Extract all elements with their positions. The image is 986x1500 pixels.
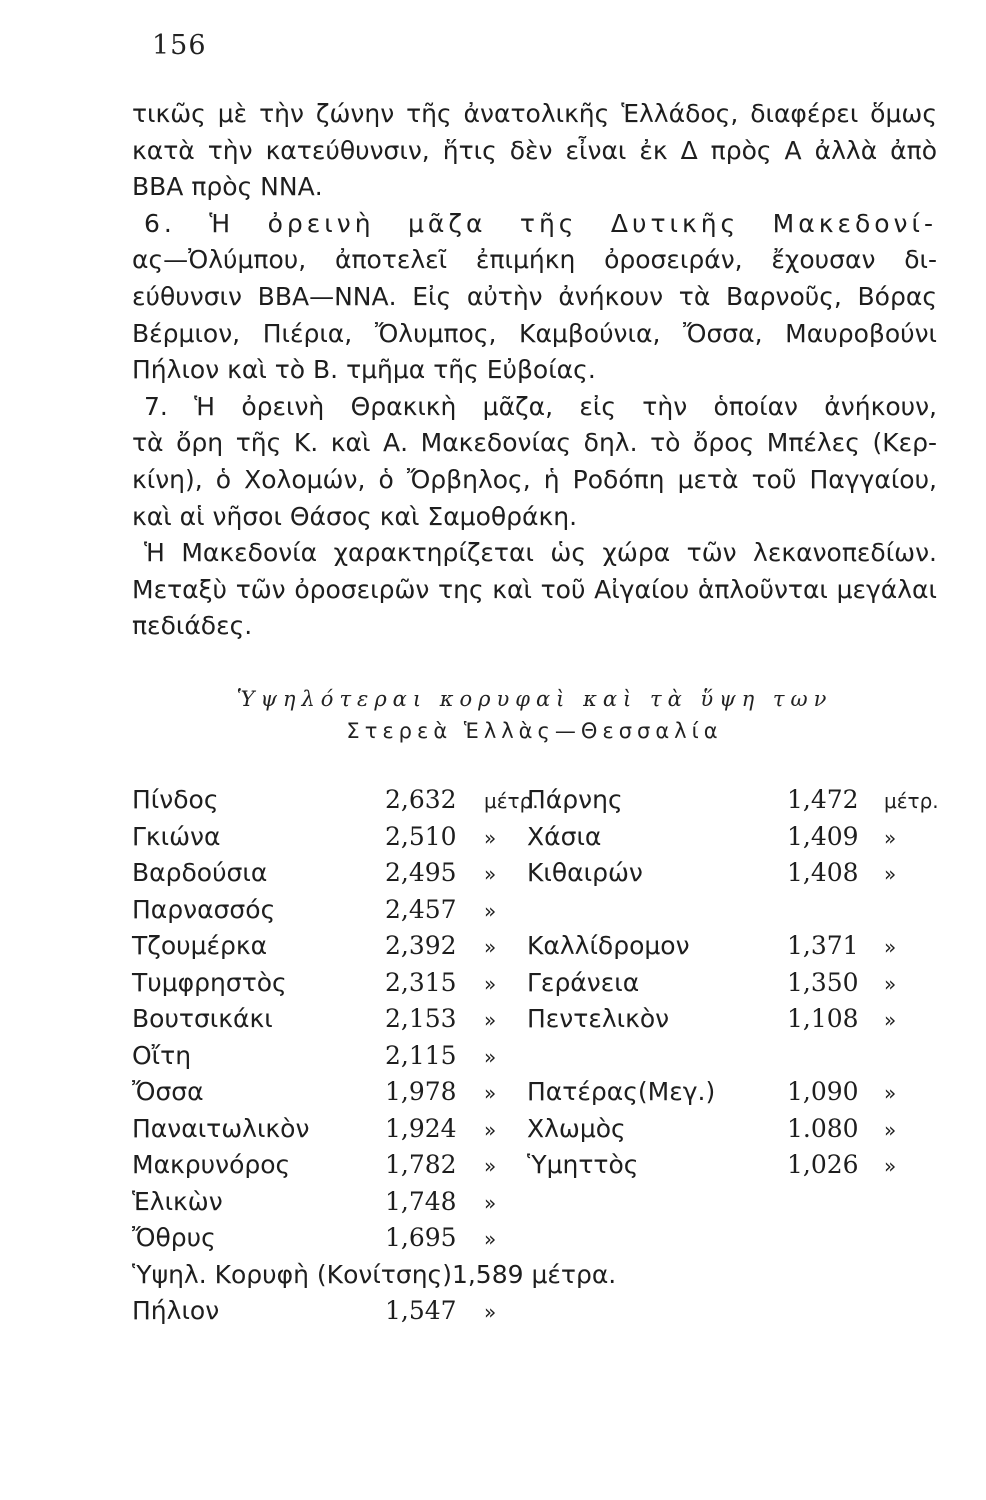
peak-unit-left: » <box>484 1227 497 1251</box>
table-row <box>132 1077 937 1114</box>
text-line: εύθυνσιν ΒΒΑ—ΝΝΑ. Εἰς αὐτὴν ἀνήκουν τὰ Βαρνοῦς, Βόρας <box>132 281 937 311</box>
table-row <box>132 1004 937 1041</box>
peak-unit-left: » <box>484 1190 497 1215</box>
peak-height-right: 1.080 <box>787 1113 859 1143</box>
text-line: τικῶς μὲ τὴν ζώνην τῆς ἀνατολικῆς Ἑλλάδος, διαφέρει ὅμως <box>132 99 937 128</box>
text-line: 7. Ἡ ὀρεινὴ Θρακικὴ μᾶζα, εἰς τὴν ὁποίαν ἀνήκουν, <box>144 391 937 421</box>
peak-unit-left: » <box>484 1154 497 1178</box>
peak-height-left: 2,315 <box>385 967 457 997</box>
peak-height-right: 1,472 <box>787 785 859 814</box>
text-line: τὰ ὄρη τῆς Κ. καὶ Α. Μακεδονίας δηλ. τὸ ὄρος Μπέλες (Κερ- <box>132 428 937 458</box>
peak-unit-right: μέτρ. <box>884 789 939 813</box>
peak-unit-right: » <box>884 935 897 959</box>
peak-name-left: Γκιώνα <box>132 821 221 851</box>
peak-height-left: 2,457 <box>385 894 457 924</box>
peak-height-right: 1,408 <box>787 858 859 887</box>
table-row <box>132 1296 937 1333</box>
table-row <box>132 858 937 895</box>
peak-height-right: 1,026 <box>787 1150 859 1179</box>
peak-name-left: Παναιτωλικὸν <box>132 1113 310 1143</box>
table-title-main: Ὑψηλότεραι κορυφαὶ καὶ τὰ ὕψη των <box>236 687 833 711</box>
text-line: πεδιάδες. <box>132 611 253 641</box>
peak-name-left: Πήλιον <box>132 1296 220 1325</box>
peak-unit-right: » <box>884 1008 897 1032</box>
text-line: Ἡ Μακεδονία χαρακτηρίζεται ὡς χώρα τῶν λεκανοπεδίων. <box>144 538 937 568</box>
peak-unit-right: » <box>884 971 897 996</box>
peak-unit-left: » <box>484 1044 497 1069</box>
peak-height-left: 2,495 <box>385 858 457 887</box>
peak-name-left: Τζουμέρκα <box>132 931 268 960</box>
peak-height-left: 1,695 <box>385 1223 457 1252</box>
text-line: 6. Ἡ ὀρεινὴ μᾶζα τῆς Δυτικῆς Μακεδονί- <box>144 208 937 238</box>
table-row <box>132 822 937 859</box>
table-title-region: Στερεὰ Ἑλλὰς—Θεσσαλία <box>346 719 723 743</box>
peak-unit-right: » <box>884 825 897 850</box>
peak-unit-left: » <box>484 898 497 923</box>
peak-unit-left: » <box>484 935 497 959</box>
peak-height-right: 1,350 <box>787 967 859 997</box>
peak-height-left: 2,510 <box>385 821 457 851</box>
peak-name-right: Πατέρας(Μεγ.) <box>527 1077 716 1106</box>
peak-unit-left: » <box>484 971 497 996</box>
text-line: κίνη), ὁ Χολομών, ὁ Ὄρβηλος, ἡ Ροδόπη μετὰ τοῦ Παγγαίου, <box>132 464 937 494</box>
text-line: κατὰ τὴν κατεύθυνσιν, ἥτις δὲν εἶναι ἐκ Δ πρὸς Α ἀλλὰ ἀπὸ <box>132 135 937 165</box>
peak-height-right: 1,371 <box>787 931 859 960</box>
peak-name-right: Ὑμηττὸς <box>527 1150 639 1179</box>
peak-unit-left: » <box>484 862 497 886</box>
peak-name-left: Ὄσσα <box>132 1077 204 1106</box>
summit-note: Ὑψηλ. Κορυφὴ (Κονίτσης)1,589 μέτρα. <box>132 1259 617 1289</box>
peak-name-right: Πάρνης <box>527 785 623 814</box>
peak-unit-left: » <box>484 825 497 850</box>
peak-unit-right: » <box>884 1154 897 1178</box>
text-line: ας—Ὀλύμπου, ἀποτελεῖ ἐπιμήκη ὀροσειράν, ἔχουσαν δι- <box>132 245 937 275</box>
peak-unit-right: » <box>884 1117 897 1142</box>
table-title <box>132 683 937 747</box>
peak-height-left: 1,547 <box>385 1296 457 1325</box>
peak-name-right: Καλλίδρομον <box>527 931 690 960</box>
peak-name-left: Πίνδος <box>132 785 219 814</box>
peak-height-left: 2,153 <box>385 1004 457 1033</box>
peak-unit-left: » <box>484 1117 497 1142</box>
table-row <box>132 895 937 932</box>
peak-name-left: Ἑλικὼν <box>132 1186 223 1216</box>
summit-note-row <box>132 1260 937 1297</box>
table-row <box>132 1114 937 1151</box>
table-row <box>132 1223 937 1260</box>
peak-name-left: Οἴτη <box>132 1040 192 1070</box>
peak-unit-left: μέτρ. <box>484 789 539 813</box>
peaks-table <box>132 785 937 1345</box>
peak-name-left: Ὄθρυς <box>132 1223 216 1252</box>
peak-name-right: Γεράνεια <box>527 967 640 997</box>
table-row <box>132 1150 937 1187</box>
peak-unit-right: » <box>884 862 897 886</box>
table-row <box>132 1041 937 1078</box>
text-line: Πήλιον καὶ τὸ Β. τμῆμα τῆς Εὐβοίας. <box>132 355 596 385</box>
table-row <box>132 931 937 968</box>
peak-height-left: 1,782 <box>385 1150 457 1179</box>
table-row <box>132 785 937 822</box>
text-line: Βέρμιον, Πιέρια, Ὄλυμπος, Καμβούνια, Ὄσσα, Μαυροβούνι <box>132 318 937 348</box>
peak-height-right: 1,090 <box>787 1077 859 1106</box>
peak-height-left: 1,748 <box>385 1186 457 1216</box>
body-text <box>132 96 937 645</box>
peak-height-left: 2,392 <box>385 931 457 960</box>
peak-unit-left: » <box>484 1300 497 1324</box>
peak-name-left: Βαρδούσια <box>132 858 268 887</box>
peak-height-left: 2,115 <box>385 1040 457 1070</box>
peak-height-right: 1,108 <box>787 1004 859 1033</box>
peak-name-right: Χλωμὸς <box>527 1113 626 1143</box>
peak-unit-right: » <box>884 1081 897 1105</box>
text-line: ΒΒΑ πρὸς ΝΝΑ. <box>132 172 323 202</box>
table-row <box>132 968 937 1005</box>
peak-name-right: Πεντελικὸν <box>527 1004 670 1033</box>
peak-unit-left: » <box>484 1081 497 1105</box>
peak-height-left: 1,978 <box>385 1077 457 1106</box>
table-row <box>132 1187 937 1224</box>
peak-name-right: Κιθαιρών <box>527 858 643 887</box>
peak-name-right: Χάσια <box>527 821 602 851</box>
peak-name-left: Μακρυνόρος <box>132 1150 291 1179</box>
peak-name-left: Τυμφρηστὸς <box>132 967 287 997</box>
peak-height-left: 2,632 <box>385 785 457 814</box>
peak-name-left: Παρνασσός <box>132 894 276 924</box>
text-line: καὶ αἱ νῆσοι Θάσος καὶ Σαμοθράκη. <box>132 501 578 531</box>
page-number: 156 <box>152 30 207 61</box>
peak-name-left: Βουτσικάκι <box>132 1004 273 1033</box>
text-line: Μεταξὺ τῶν ὀροσειρῶν της καὶ τοῦ Αἰγαίου ἁπλοῦνται μεγάλαι <box>132 574 937 604</box>
peak-height-right: 1,409 <box>787 821 859 851</box>
peak-unit-left: » <box>484 1008 497 1032</box>
peak-height-left: 1,924 <box>385 1113 457 1143</box>
